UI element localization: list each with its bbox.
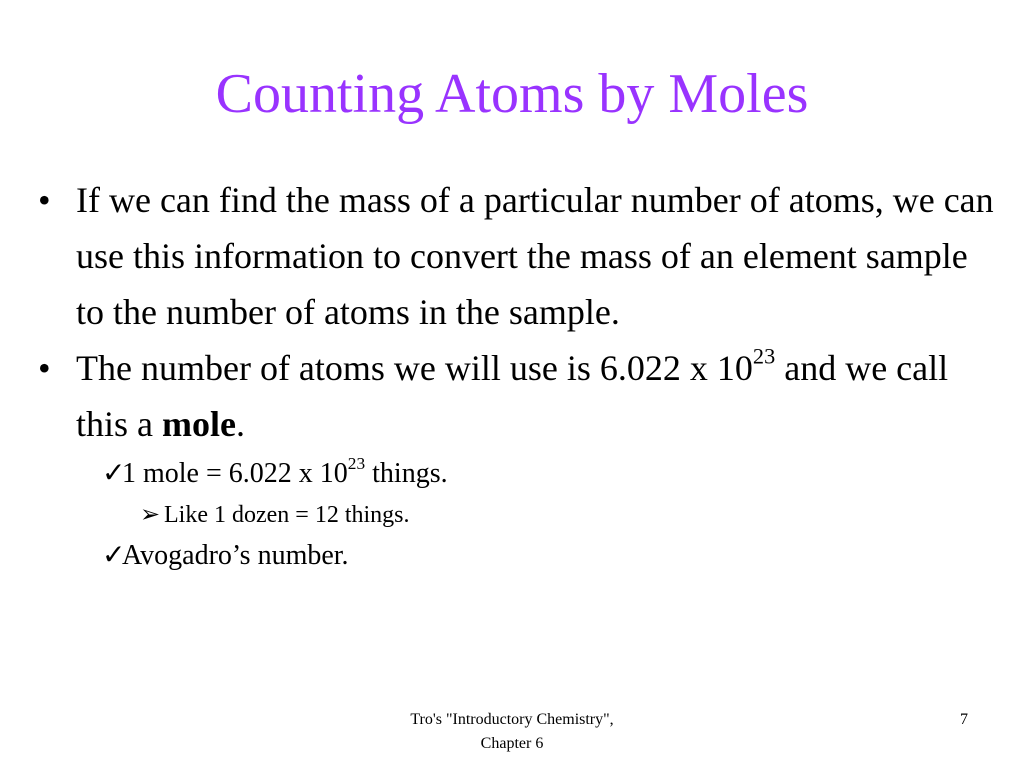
bullet-item-mass-conversion [38, 172, 998, 340]
checkmark-icon: ✓ [102, 458, 126, 489]
footer-line-2: Chapter 6 [480, 735, 544, 752]
exponent: 23 [752, 343, 776, 369]
bullet-text-end: . [235, 404, 245, 444]
sub-bullet-text-start: 1 mole = 6.022 x 10 [122, 458, 348, 489]
exponent: 23 [347, 453, 366, 473]
sub-bullet-one-mole [102, 452, 998, 496]
checkmark-icon: ✓ [102, 540, 126, 571]
slide-body [38, 172, 998, 578]
bullet-text: If we can find the mass of a particular number of atoms, we can use this information to convert the mass of an element sample to the number of atoms in the sample. [76, 180, 994, 332]
bullet-text-middle: and we call this a [76, 348, 949, 444]
footer-line-1: Tro's "Introductory Chemistry", [410, 711, 614, 728]
sub-bullet-text: Avogadro’s number. [122, 540, 349, 571]
page-number: 7 [960, 711, 968, 728]
slide-title: Counting Atoms by Moles [215, 63, 809, 125]
emphasis-mole: mole [162, 404, 236, 444]
bullet-marker: • [38, 348, 51, 388]
bullet-text-start: The number of atoms we will use is 6.022 x 10 [76, 348, 753, 388]
slide-footer [360, 708, 664, 756]
arrow-icon: ➢ [140, 502, 161, 528]
sub-bullet-text-end: things. [365, 458, 448, 489]
bullet-item-avogadro-definition [38, 340, 998, 452]
sub-sub-bullet-text: Like 1 dozen = 12 things. [164, 502, 410, 528]
sub-sub-bullet-dozen [140, 496, 998, 534]
bullet-marker: • [38, 180, 51, 220]
sub-bullet-avogadro-number [102, 534, 998, 578]
